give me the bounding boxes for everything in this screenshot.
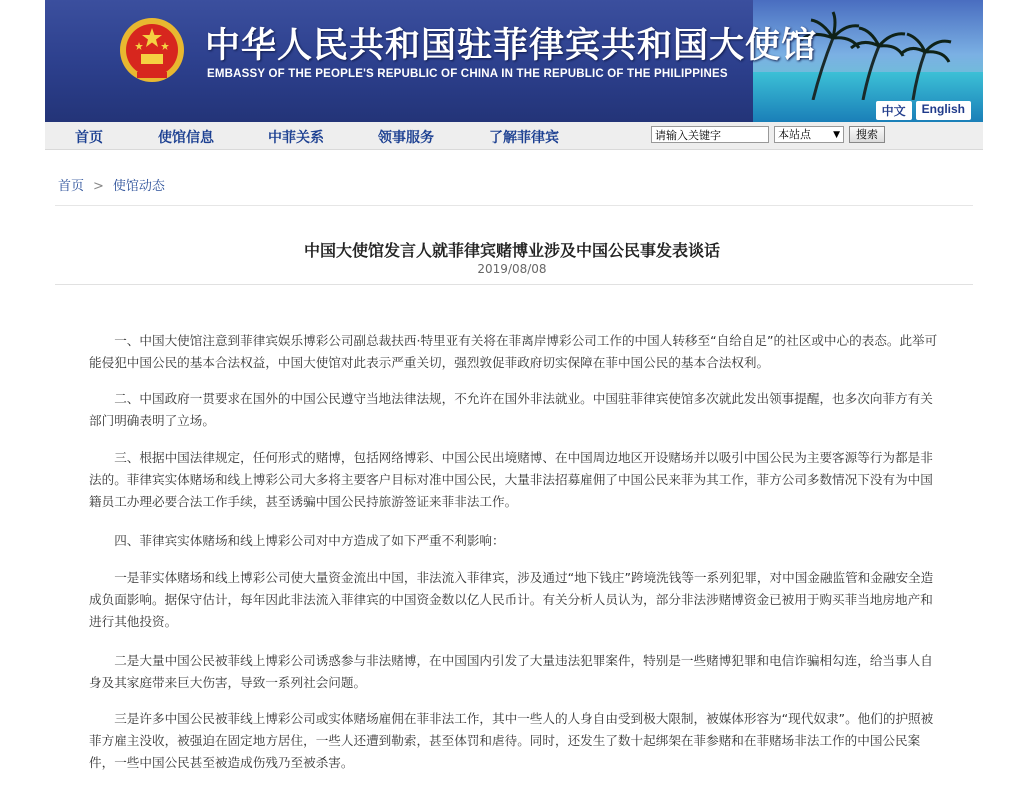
article-date: 2019/08/08 (477, 262, 547, 276)
breadcrumb (58, 175, 165, 194)
lang-english-button[interactable]: English (916, 101, 971, 120)
nav-china-philippines-relations[interactable]: 中菲关系 (268, 130, 324, 146)
article-paragraph: 一是菲实体赌场和线上博彩公司使大量资金流出中国，非法流入菲律宾，涉及通过“地下钱庄”跨境洗钱等一系列犯罪，对中国金融监管和金融安全造成负面影响。据保守估计，每年因此非法流入菲律宾的中国资金数以亿人民币计。有关分析人员认为，部分非法涉赌博资金已被用于购买菲当地房地产和进行其他投资。 (89, 570, 934, 629)
divider (55, 205, 973, 206)
nav-about-philippines[interactable]: 了解菲律宾 (489, 130, 559, 146)
palm-tree-icon (793, 8, 963, 100)
breadcrumb-home-link[interactable]: 首页 (58, 179, 85, 194)
site-banner (45, 0, 983, 122)
main-nav (45, 122, 983, 150)
divider (55, 284, 973, 285)
search-input[interactable]: 请输入关键字 (651, 126, 769, 143)
article-paragraph: 三、根据中国法律规定，任何形式的赌博，包括网络博彩、中国公民出境赌博、在中国周边地区开设赌场并以吸引中国公民为主要客源等行为都是非法的。菲律宾实体赌场和线上博彩公司大多将主要客户目标对准中国公民，大量非法招募雇佣了中国公民来菲为其工作，菲方公司多数情况下没有为中国籍员工办理必要合法工作手续，甚至诱骗中国公民持旅游签证来菲非法工作。 (89, 450, 933, 509)
article-paragraph: 一、中国大使馆注意到菲律宾娱乐博彩公司副总裁扶西·特里亚有关将在菲离岸博彩公司工作的中国人转移至“自给自足”的社区或中心的表态。此举可能侵犯中国公民的基本合法权益，中国大使馆对此表示严重关切，强烈敦促菲政府切实保障在菲中国公民的基本合法权利。 (89, 333, 938, 370)
search-scope-value: 本站点 (778, 128, 811, 141)
breadcrumb-separator: > (93, 179, 104, 194)
lang-chinese-button[interactable]: 中文 (876, 101, 912, 120)
embassy-title-en: EMBASSY OF THE PEOPLE'S REPUBLIC OF CHINA IN THE REPUBLIC OF THE PHILIPPINES (207, 68, 728, 80)
national-emblem-icon (117, 14, 187, 88)
embassy-title-cn: 中华人民共和国驻菲律宾共和国大使馆 (205, 25, 818, 66)
article-title: 中国大使馆发言人就菲律宾赌博业涉及中国公民事发表谈话 (303, 241, 720, 260)
search-scope-select[interactable] (774, 126, 844, 143)
article-paragraph: 二是大量中国公民被菲线上博彩公司诱惑参与非法赌博，在中国国内引发了大量违法犯罪案件，特别是一些赌博犯罪和电信诈骗相勾连，给当事人自身及其家庭带来巨大伤害，导致一系列社会问题。 (89, 653, 933, 690)
article-paragraph: 四、菲律宾实体赌场和线上博彩公司对中方造成了如下严重不利影响： (114, 533, 505, 548)
nav-home[interactable]: 首页 (75, 130, 103, 146)
nav-consular-services[interactable]: 领事服务 (378, 130, 434, 146)
article-paragraph: 三是许多中国公民被菲线上博彩公司或实体赌场雇佣在菲非法工作，其中一些人的人身自由受到极大限制，被媒体形容为“现代奴隶”。他们的护照被菲方雇主没收，被强迫在固定地方居住，一些人还遭到勒索，甚至体罚和虐待。同时，还发生了数十起绑架在菲参赌和在菲赌场非法工作的中国公民案件，一些中国公民甚至被造成伤残乃至被杀害。 (89, 711, 934, 770)
chevron-down-icon: ▼ (833, 130, 840, 140)
article-paragraph: 二、中国政府一贯要求在国外的中国公民遵守当地法律法规，不允许在国外非法就业。中国驻菲律宾使馆多次就此发出领事提醒，也多次向菲方有关部门明确表明了立场。 (89, 391, 933, 428)
language-switcher (876, 101, 971, 120)
nav-embassy-info[interactable]: 使馆信息 (158, 130, 214, 146)
search-button[interactable]: 搜索 (849, 126, 885, 143)
breadcrumb-current-link[interactable]: 使馆动态 (112, 179, 165, 194)
